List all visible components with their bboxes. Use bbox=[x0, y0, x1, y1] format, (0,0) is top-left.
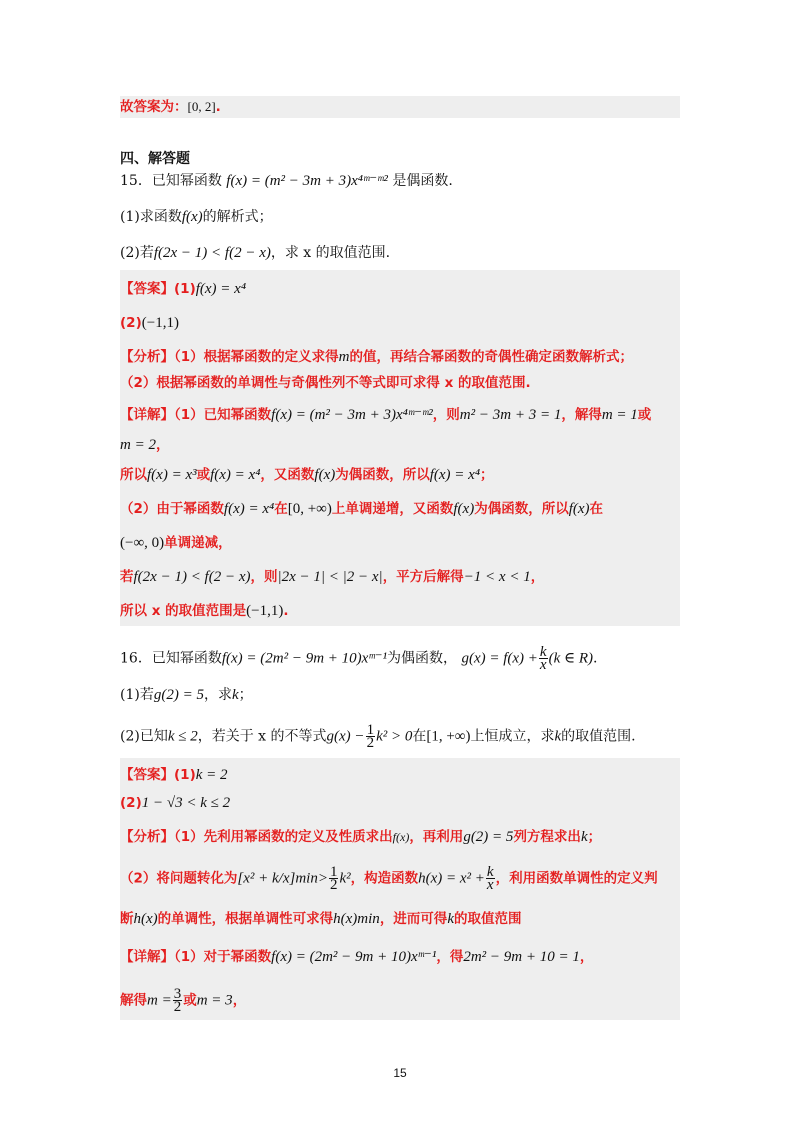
q15-d4-int: [0, +∞) bbox=[287, 501, 332, 517]
q15-d4-mid2: 上单调递增，又函数 bbox=[331, 501, 454, 517]
q16-p1-formula: g(2) = 5 bbox=[153, 687, 204, 703]
q16-answer-2 bbox=[120, 792, 230, 814]
q16-d2-text: 解得 bbox=[120, 992, 147, 1009]
q15-stem bbox=[120, 170, 453, 192]
q15-p2-post: ，求 x 的取值范围. bbox=[270, 245, 391, 261]
q16-p2-mid: ，若关于 x 的不等式 bbox=[197, 728, 327, 745]
q15-d4-f3: f(x) bbox=[568, 501, 590, 517]
q15-d4-mid: 在 bbox=[274, 501, 288, 517]
q15-detail-6 bbox=[120, 566, 544, 588]
q15-answer2-label: (2) bbox=[120, 315, 142, 331]
q15-analysis1-post: 的值，再结合幂函数的奇偶性确定函数解析式； bbox=[349, 349, 633, 365]
q16-stem-g-post: (k ∈ R) bbox=[548, 650, 594, 667]
q16-p2-int: [1, +∞) bbox=[426, 728, 471, 745]
q16-p2-frac bbox=[366, 724, 376, 749]
q16-analysis-1 bbox=[120, 826, 601, 848]
q15-stem-formula: f(x) = (m² − 3m + 3)x⁴ᵐ⁻ᵐ² bbox=[226, 173, 388, 189]
q16-p2-frac-den: 2 bbox=[366, 735, 375, 751]
prev-answer-end: . bbox=[215, 99, 221, 115]
q16-d1-mid: ，得 bbox=[436, 949, 464, 965]
q15-detail-7 bbox=[120, 600, 288, 622]
q16-d2-or: 或 bbox=[183, 992, 197, 1009]
q15-answer-2 bbox=[120, 312, 179, 334]
q15-d1-mid: ，则 bbox=[432, 407, 460, 423]
q15-d6-sol: −1 < x < 1 bbox=[463, 569, 531, 585]
section-heading: 四、解答题 bbox=[120, 151, 190, 167]
q16-d1-end: ， bbox=[579, 949, 594, 965]
q16-analysis1-end: ； bbox=[587, 829, 602, 845]
q16-stem-g: g(x) = f(x) + bbox=[461, 650, 538, 667]
q16-d2-sol2: m = 3 bbox=[196, 992, 233, 1009]
q16-analysis2-gt: > bbox=[317, 870, 328, 887]
q15-p1-post: 的解析式； bbox=[202, 209, 273, 225]
q15-d1-formula: f(x) = (m² − 3m + 3)x⁴ᵐ⁻ᵐ² bbox=[271, 407, 433, 423]
q16-stem-frac-num: k bbox=[539, 644, 547, 660]
q15-stem-text: 15．已知幂函数 bbox=[120, 173, 222, 189]
q15-analysis1-m: m bbox=[338, 349, 350, 365]
q16-d2-frac-num: 3 bbox=[173, 986, 182, 1002]
q15-d3-or: 或 bbox=[196, 467, 211, 483]
q16-analysis2-hfrac-num: k bbox=[486, 864, 494, 880]
q16-analysis2-hfrac bbox=[486, 866, 495, 891]
q16-analysis1-f: f(x) bbox=[392, 830, 410, 844]
prev-answer-label: 故答案为： bbox=[120, 99, 188, 115]
q15-d6-mid: ，则 bbox=[250, 569, 278, 585]
q15-d7-end: . bbox=[283, 603, 289, 619]
q15-detail-5 bbox=[120, 532, 232, 554]
q16-p2-text: (2)已知 bbox=[120, 728, 168, 745]
q15-part2 bbox=[120, 242, 390, 264]
q16-p2-post: 的取值范围. bbox=[561, 728, 636, 745]
q16-analysis2-h: h(x) = x² + bbox=[418, 870, 485, 887]
q16-stem-formula: f(x) = (2m² − 9m + 10)xᵐ⁻¹ bbox=[221, 650, 387, 667]
q15-d3-end: ； bbox=[480, 467, 494, 483]
q15-d4-text: （2）由于幂函数 bbox=[120, 501, 224, 517]
q15-d1-sol: m = 1 bbox=[601, 407, 638, 423]
q16-p2-k: k bbox=[554, 728, 562, 745]
q16-analysis-2 bbox=[120, 866, 658, 891]
q16-p1-mid: ，求 bbox=[203, 687, 232, 703]
q15-d3-f4: f(x) = x⁴ bbox=[429, 467, 481, 483]
q15-d6-f: f(2x − 1) < f(2 − x) bbox=[133, 569, 251, 585]
q16-analysis2-frac bbox=[329, 866, 339, 891]
q15-d4-f2: f(x) bbox=[453, 501, 475, 517]
q15-stem-post: 是偶函数. bbox=[392, 173, 453, 189]
q16-p2-mid3: 上恒成立，求 bbox=[470, 728, 555, 745]
q15-d3-text: 所以 bbox=[120, 467, 147, 483]
q16-stem-frac bbox=[539, 646, 548, 671]
q16-p2-ineq-post: k² > 0 bbox=[376, 728, 413, 745]
q15-detail-4 bbox=[120, 498, 603, 520]
q16-stem bbox=[120, 646, 597, 671]
q16-analysis2-k2: k² bbox=[339, 870, 351, 887]
q15-d6-mid2: ，平方后解得 bbox=[382, 569, 464, 585]
q16-analysis3-mid: 的单调性，根据单调性可求得 bbox=[157, 911, 334, 927]
q16-analysis1-mid: ，再利用 bbox=[409, 829, 464, 845]
q16-analysis2-post: ，利用函数单调性的定义判 bbox=[495, 870, 658, 887]
q16-analysis2-mid: ，构造函数 bbox=[350, 870, 419, 887]
q16-stem-text: 16．已知幂函数 bbox=[120, 650, 222, 667]
q15-detail-1 bbox=[120, 404, 651, 426]
q16-d1-text: 【详解】（1）对于幂函数 bbox=[120, 949, 272, 965]
q16-answer2-label: (2) bbox=[120, 795, 142, 811]
q16-analysis1-mid2: 列方程求出 bbox=[513, 829, 581, 845]
q15-d7-int: (−1,1) bbox=[246, 603, 284, 619]
q16-d2-frac bbox=[173, 988, 183, 1013]
q15-answer1-label: (1) bbox=[174, 281, 196, 297]
q16-answer-label: 【答案】 bbox=[120, 767, 174, 783]
q16-detail-1 bbox=[120, 946, 593, 968]
q16-analysis1-k: k bbox=[580, 829, 588, 845]
prev-answer-value: [0, 2] bbox=[187, 99, 216, 114]
q16-d1-f: f(x) = (2m² − 9m + 10)xᵐ⁻¹ bbox=[271, 949, 437, 965]
q16-part1 bbox=[120, 684, 253, 706]
q16-answer2: 1 − √3 < k ≤ 2 bbox=[141, 795, 231, 811]
prev-answer-line bbox=[120, 96, 221, 118]
q16-analysis3-end: 的取值范围 bbox=[453, 911, 522, 927]
q16-p2-ineq-pre: g(x) − bbox=[326, 728, 365, 745]
q16-analysis2-hfrac-den: x bbox=[486, 877, 494, 893]
q15-d3-mid: ，又函数 bbox=[260, 467, 315, 483]
q15-d1-or: 或 bbox=[637, 407, 652, 423]
q16-d2-sol1-pre: m = bbox=[147, 992, 172, 1009]
q15-analysis-1 bbox=[120, 346, 633, 368]
q15-d3-f3: f(x) bbox=[314, 467, 336, 483]
q15-part1 bbox=[120, 206, 273, 228]
q15-d2-post: ， bbox=[155, 437, 170, 453]
q15-d5-post: 单调递减， bbox=[164, 535, 232, 551]
q16-analysis2-frac-num: 1 bbox=[329, 864, 338, 880]
q15-answer2: (−1,1) bbox=[141, 315, 179, 331]
q15-detail-2 bbox=[120, 434, 169, 456]
q15-d4-mid3: 为偶函数，所以 bbox=[474, 501, 569, 517]
q15-d4-end: 在 bbox=[589, 501, 604, 517]
q15-p1-text: (1)求函数 bbox=[120, 209, 182, 225]
q15-analysis1-text: 【分析】（1）根据幂函数的定义求得 bbox=[120, 349, 339, 365]
q16-stem-frac-den: x bbox=[539, 657, 547, 673]
q16-answer1-label: (1) bbox=[174, 767, 196, 783]
q15-d2-formula: m = 2 bbox=[120, 437, 156, 453]
q16-p2-cond: k ≤ 2 bbox=[167, 728, 198, 745]
q16-stem-end: . bbox=[593, 650, 598, 667]
q16-answer1: k = 2 bbox=[195, 767, 228, 783]
q16-answer-1 bbox=[120, 764, 228, 786]
q16-d2-end: ， bbox=[232, 992, 247, 1009]
q15-p2-formula: f(2x − 1) < f(2 − x) bbox=[153, 245, 271, 261]
q15-d3-mid2: 为偶函数，所以 bbox=[335, 467, 430, 483]
q15-p1-formula: f(x) bbox=[181, 209, 203, 225]
q15-answer-label: 【答案】 bbox=[120, 281, 174, 297]
q15-d1-eq: m² − 3m + 3 = 1 bbox=[459, 407, 562, 423]
q16-analysis2-bracket: [x² + k/x]min bbox=[237, 870, 318, 887]
q16-p1-post: ； bbox=[238, 687, 253, 703]
q16-analysis3-k: k bbox=[447, 911, 454, 927]
q15-d1-text: 【详解】（1）已知幂函数 bbox=[120, 407, 272, 423]
q15-answer1: f(x) = x⁴ bbox=[195, 281, 247, 297]
q15-d5-int: (−∞, 0) bbox=[120, 535, 165, 551]
q15-d6-abs: |2x − 1| < |2 − x| bbox=[277, 569, 383, 585]
q16-stem-mid: 为偶函数， bbox=[387, 650, 457, 667]
q15-d1-mid2: ，解得 bbox=[561, 407, 602, 423]
q16-analysis3-h: h(x) bbox=[133, 911, 158, 927]
q15-d4-f: f(x) = x⁴ bbox=[223, 501, 275, 517]
q15-d6-end: ， bbox=[530, 569, 545, 585]
q15-d3-f1: f(x) = x³ bbox=[147, 467, 197, 483]
page-number: 15 bbox=[393, 1066, 407, 1080]
q16-analysis1-g: g(2) = 5 bbox=[463, 829, 514, 845]
q16-p1-text: (1)若 bbox=[120, 687, 154, 703]
q16-analysis2-text: （2）将问题转化为 bbox=[120, 870, 238, 887]
q16-detail-2 bbox=[120, 988, 246, 1013]
q16-analysis2-frac-den: 2 bbox=[329, 877, 338, 893]
q16-part2 bbox=[120, 724, 636, 749]
q16-analysis3-mid2: ，进而可得 bbox=[379, 911, 448, 927]
q15-detail-3 bbox=[120, 464, 494, 486]
q16-d1-eq: 2m² − 9m + 10 = 1 bbox=[463, 949, 580, 965]
q16-analysis3-hmin: h(x)min bbox=[333, 911, 380, 927]
q16-analysis1-text: 【分析】（1）先利用幂函数的定义及性质求出 bbox=[120, 829, 393, 845]
q16-analysis3-text: 断 bbox=[120, 911, 134, 927]
q16-d2-frac-den: 2 bbox=[173, 999, 182, 1015]
q15-p2-text: (2)若 bbox=[120, 245, 154, 261]
q15-d6-text: 若 bbox=[120, 569, 134, 585]
q16-p2-frac-num: 1 bbox=[366, 722, 375, 738]
q15-analysis-2: （2）根据幂函数的单调性与奇偶性列不等式即可求得 x 的取值范围. bbox=[120, 375, 531, 391]
q16-p1-k: k bbox=[231, 687, 239, 703]
q15-d7-text: 所以 x 的取值范围是 bbox=[120, 603, 247, 619]
q15-d3-f2: f(x) = x⁴ bbox=[210, 467, 261, 483]
q16-p2-mid2: 在 bbox=[412, 728, 427, 745]
q16-analysis-3 bbox=[120, 908, 521, 930]
q15-answer-1 bbox=[120, 278, 246, 300]
